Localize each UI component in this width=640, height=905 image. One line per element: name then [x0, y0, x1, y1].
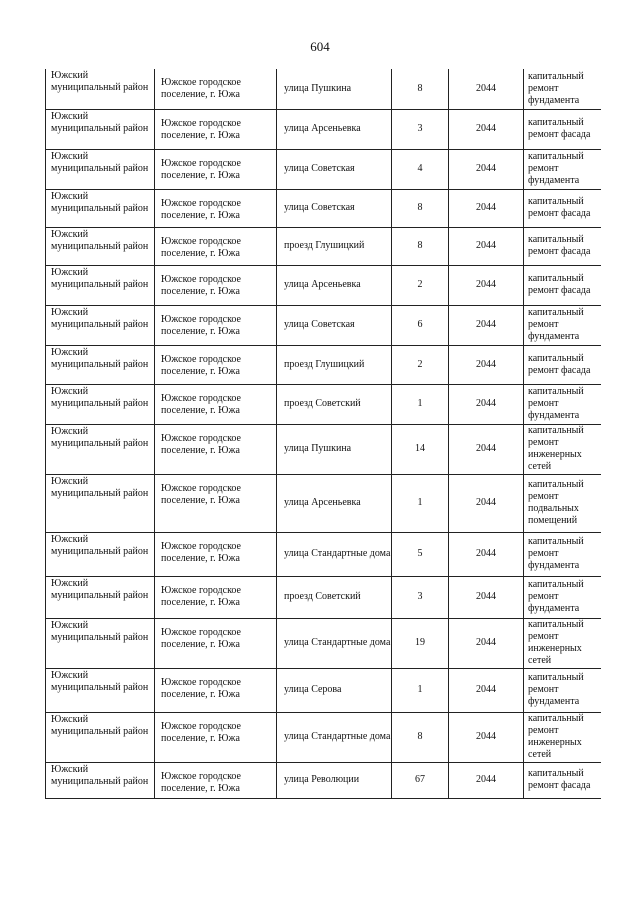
house-number-cell: 2	[392, 345, 449, 384]
year-cell: 2044	[449, 668, 524, 712]
year-cell: 2044	[449, 424, 524, 474]
house-number-cell: 3	[392, 109, 449, 149]
year-cell: 2044	[449, 305, 524, 345]
district-cell: Южский муниципальный район	[46, 762, 155, 798]
settlement-cell: Южское городское поселение, г. Южа	[155, 618, 277, 668]
settlement-cell: Южское городское поселение, г. Южа	[155, 576, 277, 618]
settlement-cell: Южское городское поселение, г. Южа	[155, 712, 277, 762]
settlement-cell: Южское городское поселение, г. Южа	[155, 668, 277, 712]
table-row	[46, 189, 601, 227]
house-number-cell: 1	[392, 474, 449, 532]
house-number-cell: 67	[392, 762, 449, 798]
registry-table	[45, 69, 601, 799]
district-cell: Южский муниципальный район	[46, 668, 155, 712]
street-cell: улица Арсеньевка	[277, 265, 392, 305]
house-number-cell: 3	[392, 576, 449, 618]
settlement-cell: Южское городское поселение, г. Южа	[155, 424, 277, 474]
year-cell: 2044	[449, 384, 524, 424]
settlement-cell: Южское городское поселение, г. Южа	[155, 189, 277, 227]
work-type-cell: капитальный ремонт фундамента	[524, 149, 601, 189]
street-cell: улица Пушкина	[277, 424, 392, 474]
work-type-cell: капитальный ремонт фундамента	[524, 668, 601, 712]
street-cell: проезд Глушицкий	[277, 227, 392, 265]
district-cell: Южский муниципальный район	[46, 532, 155, 576]
house-number-cell: 8	[392, 712, 449, 762]
table-row	[46, 109, 601, 149]
table-row	[46, 532, 601, 576]
work-type-cell: капитальный ремонт фасада	[524, 189, 601, 227]
table-row	[46, 345, 601, 384]
house-number-cell: 4	[392, 149, 449, 189]
year-cell: 2044	[449, 762, 524, 798]
work-type-cell: капитальный ремонт подвальных помещений	[524, 474, 601, 532]
settlement-cell: Южское городское поселение, г. Южа	[155, 305, 277, 345]
street-cell: улица Революции	[277, 762, 392, 798]
street-cell: улица Советская	[277, 305, 392, 345]
table-row	[46, 69, 601, 109]
district-cell: Южский муниципальный район	[46, 109, 155, 149]
page-number: 604	[310, 39, 330, 54]
street-cell: улица Арсеньевка	[277, 109, 392, 149]
table-row	[46, 265, 601, 305]
district-cell: Южский муниципальный район	[46, 712, 155, 762]
work-type-cell: капитальный ремонт инженерных сетей	[524, 712, 601, 762]
table-row	[46, 227, 601, 265]
year-cell: 2044	[449, 532, 524, 576]
settlement-cell: Южское городское поселение, г. Южа	[155, 345, 277, 384]
table-row	[46, 474, 601, 532]
work-type-cell: капитальный ремонт фундамента	[524, 69, 601, 109]
house-number-cell: 1	[392, 668, 449, 712]
district-cell: Южский муниципальный район	[46, 149, 155, 189]
table-row	[46, 576, 601, 618]
street-cell: улица Стандартные дома	[277, 712, 392, 762]
street-cell: улица Пушкина	[277, 69, 392, 109]
settlement-cell: Южское городское поселение, г. Южа	[155, 109, 277, 149]
table-row	[46, 668, 601, 712]
house-number-cell: 5	[392, 532, 449, 576]
year-cell: 2044	[449, 109, 524, 149]
year-cell: 2044	[449, 618, 524, 668]
work-type-cell: капитальный ремонт инженерных сетей	[524, 424, 601, 474]
street-cell: проезд Советский	[277, 576, 392, 618]
settlement-cell: Южское городское поселение, г. Южа	[155, 532, 277, 576]
settlement-cell: Южское городское поселение, г. Южа	[155, 265, 277, 305]
district-cell: Южский муниципальный район	[46, 189, 155, 227]
table-row	[46, 149, 601, 189]
settlement-cell: Южское городское поселение, г. Южа	[155, 149, 277, 189]
street-cell: улица Советская	[277, 149, 392, 189]
work-type-cell: капитальный ремонт фасада	[524, 109, 601, 149]
house-number-cell: 8	[392, 69, 449, 109]
street-cell: проезд Советский	[277, 384, 392, 424]
work-type-cell: капитальный ремонт фундамента	[524, 384, 601, 424]
year-cell: 2044	[449, 576, 524, 618]
table-row	[46, 424, 601, 474]
year-cell: 2044	[449, 149, 524, 189]
house-number-cell: 19	[392, 618, 449, 668]
settlement-cell: Южское городское поселение, г. Южа	[155, 762, 277, 798]
house-number-cell: 8	[392, 189, 449, 227]
year-cell: 2044	[449, 189, 524, 227]
district-cell: Южский муниципальный район	[46, 265, 155, 305]
table-row	[46, 384, 601, 424]
work-type-cell: капитальный ремонт фундамента	[524, 305, 601, 345]
street-cell: улица Советская	[277, 189, 392, 227]
street-cell: улица Серова	[277, 668, 392, 712]
district-cell: Южский муниципальный район	[46, 69, 155, 109]
year-cell: 2044	[449, 265, 524, 305]
street-cell: улица Арсеньевка	[277, 474, 392, 532]
district-cell: Южский муниципальный район	[46, 576, 155, 618]
table-row	[46, 305, 601, 345]
registry-body	[46, 69, 601, 798]
district-cell: Южский муниципальный район	[46, 305, 155, 345]
work-type-cell: капитальный ремонт фундамента	[524, 532, 601, 576]
district-cell: Южский муниципальный район	[46, 384, 155, 424]
table-row	[46, 762, 601, 798]
year-cell: 2044	[449, 69, 524, 109]
house-number-cell: 14	[392, 424, 449, 474]
district-cell: Южский муниципальный район	[46, 618, 155, 668]
house-number-cell: 6	[392, 305, 449, 345]
work-type-cell: капитальный ремонт фундамента	[524, 576, 601, 618]
house-number-cell: 8	[392, 227, 449, 265]
work-type-cell: капитальный ремонт фасада	[524, 762, 601, 798]
year-cell: 2044	[449, 345, 524, 384]
work-type-cell: капитальный ремонт фасада	[524, 227, 601, 265]
settlement-cell: Южское городское поселение, г. Южа	[155, 69, 277, 109]
year-cell: 2044	[449, 227, 524, 265]
street-cell: проезд Глушицкий	[277, 345, 392, 384]
district-cell: Южский муниципальный район	[46, 424, 155, 474]
street-cell: улица Стандартные дома	[277, 618, 392, 668]
table-row	[46, 618, 601, 668]
year-cell: 2044	[449, 474, 524, 532]
district-cell: Южский муниципальный район	[46, 227, 155, 265]
house-number-cell: 1	[392, 384, 449, 424]
work-type-cell: капитальный ремонт фасада	[524, 265, 601, 305]
settlement-cell: Южское городское поселение, г. Южа	[155, 227, 277, 265]
house-number-cell: 2	[392, 265, 449, 305]
work-type-cell: капитальный ремонт инженерных сетей	[524, 618, 601, 668]
settlement-cell: Южское городское поселение, г. Южа	[155, 474, 277, 532]
district-cell: Южский муниципальный район	[46, 345, 155, 384]
district-cell: Южский муниципальный район	[46, 474, 155, 532]
street-cell: улица Стандартные дома	[277, 532, 392, 576]
year-cell: 2044	[449, 712, 524, 762]
table-row	[46, 712, 601, 762]
settlement-cell: Южское городское поселение, г. Южа	[155, 384, 277, 424]
work-type-cell: капитальный ремонт фасада	[524, 345, 601, 384]
